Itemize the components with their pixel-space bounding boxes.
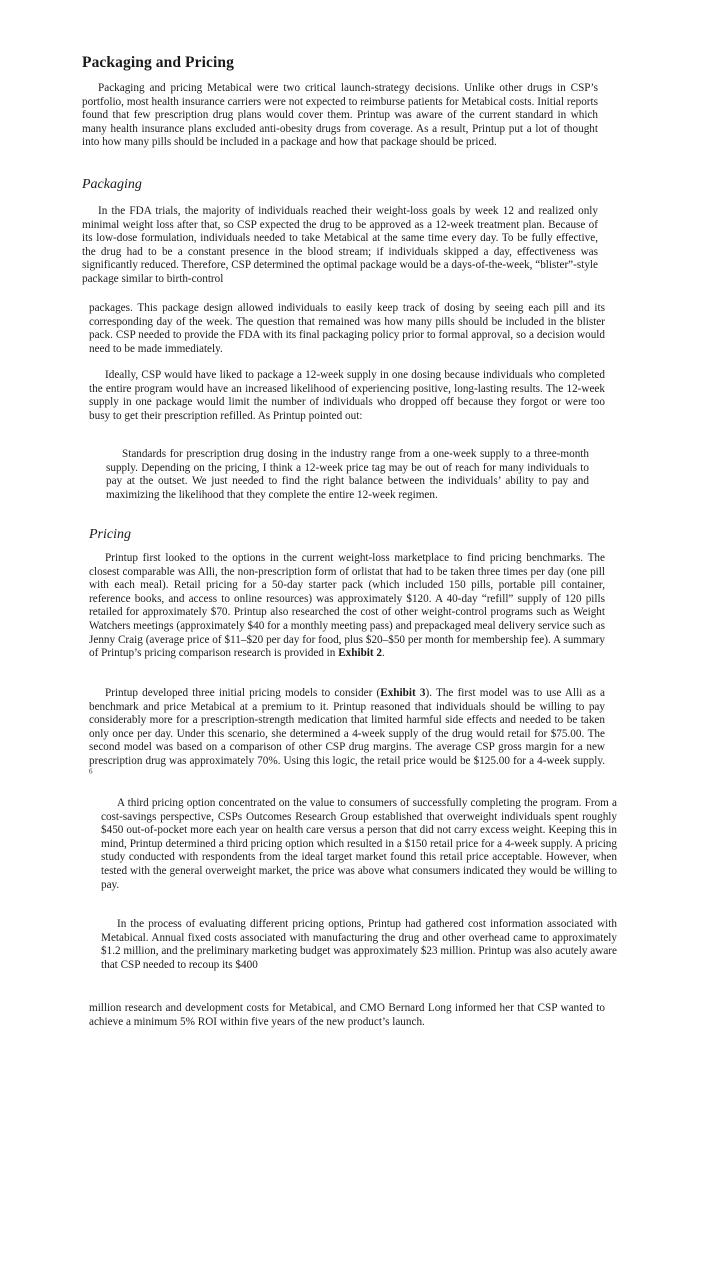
footnote-marker: 6 xyxy=(89,766,93,775)
packaging-p1-cont-text: packages. This package design allowed individuals to easily keep track of dosing by seeing each pill and its corresponding day of the week. The question that remained was how many pills should be included in the blister pack. CSP needed to provide the FDA with its final packaging policy prior to formal approval, so a decision would need to be made immediately. xyxy=(89,302,605,355)
pricing-p1-end: . xyxy=(382,647,385,660)
packaging-paragraph-2 xyxy=(89,369,605,423)
pricing-p2-text-b: ). The first model was to use Alli as a benchmark and price Metabical at a premium to it. Printup reasoned that individuals should be willing to pay considerably more for a prescription-strength medication that limited harmful side effects and needed to be taken only once per day. Under this scenario, she determined a 4-week supply of the drug would retail for $75.00. The second model was based on a comparison of other CSP drug margins. The average CSP gross margin for a new prescription drug was approximately 70%. Using this logic, the retail price would be $125.00 for a 4-week supply. xyxy=(89,687,605,767)
intro-text: Packaging and pricing Metabical were two critical launch-strategy decisions. Unlike other drugs in CSP’s portfolio, most health insurance carriers were not expected to reimburse patients for Metabical costs. Initial reports found that few prescription drug plans would cover them. Printup was aware of the current standard in which many health insurance plans excluded anti-obesity drugs from coverage. As a result, Printup put a lot of thought into how many pills should be included in a package and how that package should be priced. xyxy=(82,82,598,149)
pricing-paragraph-3 xyxy=(101,797,617,892)
printup-quote xyxy=(106,448,589,502)
pricing-p4-cont-text: million research and development costs for Metabical, and CMO Bernard Long informed her that CSP wanted to achieve a minimum 5% ROI within five years of the new product’s launch. xyxy=(89,1002,605,1028)
exhibit-3-reference: Exhibit 3 xyxy=(380,687,426,699)
packaging-p2-text: Ideally, CSP would have liked to package a 12-week supply in one dosing because individuals who completed the entire program would have an increased likelihood of experiencing positive, long-lasting results. The 12-week supply in one package would limit the number of individuals who dropped off because they forgot or were too busy to get their prescription refilled. As Printup pointed out: xyxy=(89,369,605,422)
pricing-paragraph-1 xyxy=(89,552,605,661)
pricing-p3-text: A third pricing option concentrated on the value to consumers of successfully completing the program. From a cost-savings perspective, CSPs Outcomes Research Group established that overweight individuals spent roughly $450 out-of-pocket more each year on health care versus a person that did not carry excess weight. Keeping this in mind, Printup determined a third pricing option which resulted in a $150 retail price for a 4-week supply. A pricing study conducted with respondents from the ideal target market found this retail price acceptable. However, when tested with the general overweight market, the price was above what consumers indicated they would be willing to pay. xyxy=(101,797,617,891)
packaging-paragraph-1 xyxy=(82,205,598,287)
pricing-paragraph-2 xyxy=(89,687,605,782)
pricing-paragraph-4-continued xyxy=(89,1002,605,1029)
quote-text: Standards for prescription drug dosing in the industry range from a one-week supply to a three-month supply. Depending on the pricing, I think a 12-week price tag may be out of reach for many individuals to pay at the outset. We just needed to find the right balance between the individuals’ ability to pay and maximizing the likelihood that they complete the entire 12-week regimen. xyxy=(106,448,589,501)
pricing-paragraph-4 xyxy=(101,918,617,972)
packaging-subheading: Packaging xyxy=(82,177,142,192)
section-heading: Packaging and Pricing xyxy=(82,54,234,71)
pricing-p2-text-a: Printup developed three initial pricing models to consider ( xyxy=(105,687,381,699)
intro-paragraph xyxy=(82,82,598,150)
pricing-subheading: Pricing xyxy=(89,527,131,542)
pricing-p1-text: Printup first looked to the options in the current weight-loss marketplace to find pricing benchmarks. The closest comparable was Alli, the non-prescription form of orlistat that had to be taken three times per day (one pill with each meal). Retail pricing for a 50-day starter pack (which included 150 pills, portable pill container, reference books, and access to online resources) was approximately $120. A 40-day “refill” supply of 120 pills retailed for approximately $70. Printup also researched the cost of other weight-control programs such as Weight Watchers meetings (approximately $40 for a monthly meeting pass) and prepackaged meal delivery service such as Jenny Craig (average price of $11–$20 per day for food, plus $20–$50 per month for membership fee). A summary of Printup’s pricing comparison research is provided in xyxy=(89,552,605,660)
exhibit-2-reference: Exhibit 2 xyxy=(338,647,383,660)
packaging-p1-text: In the FDA trials, the majority of individuals reached their weight-loss goals by week 12 and realized only minimal weight loss after that, so CSP expected the drug to be approved as a 12-week treatment plan. Because of its low-dose formulation, individuals needed to take Metabical at the same time every day. To be fully effective, the drug had to be a constant presence in the blood stream; if individuals skipped a day, effectiveness was significantly reduced. Therefore, CSP determined the optimal package would be a days-of-the-week, “blister”-style package similar to birth-control xyxy=(82,205,598,285)
packaging-paragraph-1-continued xyxy=(89,302,605,356)
pricing-p4-text: In the process of evaluating different pricing options, Printup had gathered cost information associated with Metabical. Annual fixed costs associated with manufacturing the drug and other overhead came to approximately $1.2 million, and the preliminary marketing budget was approximately $23 million. Printup was also acutely aware that CSP needed to recoup its $400 xyxy=(101,918,617,971)
